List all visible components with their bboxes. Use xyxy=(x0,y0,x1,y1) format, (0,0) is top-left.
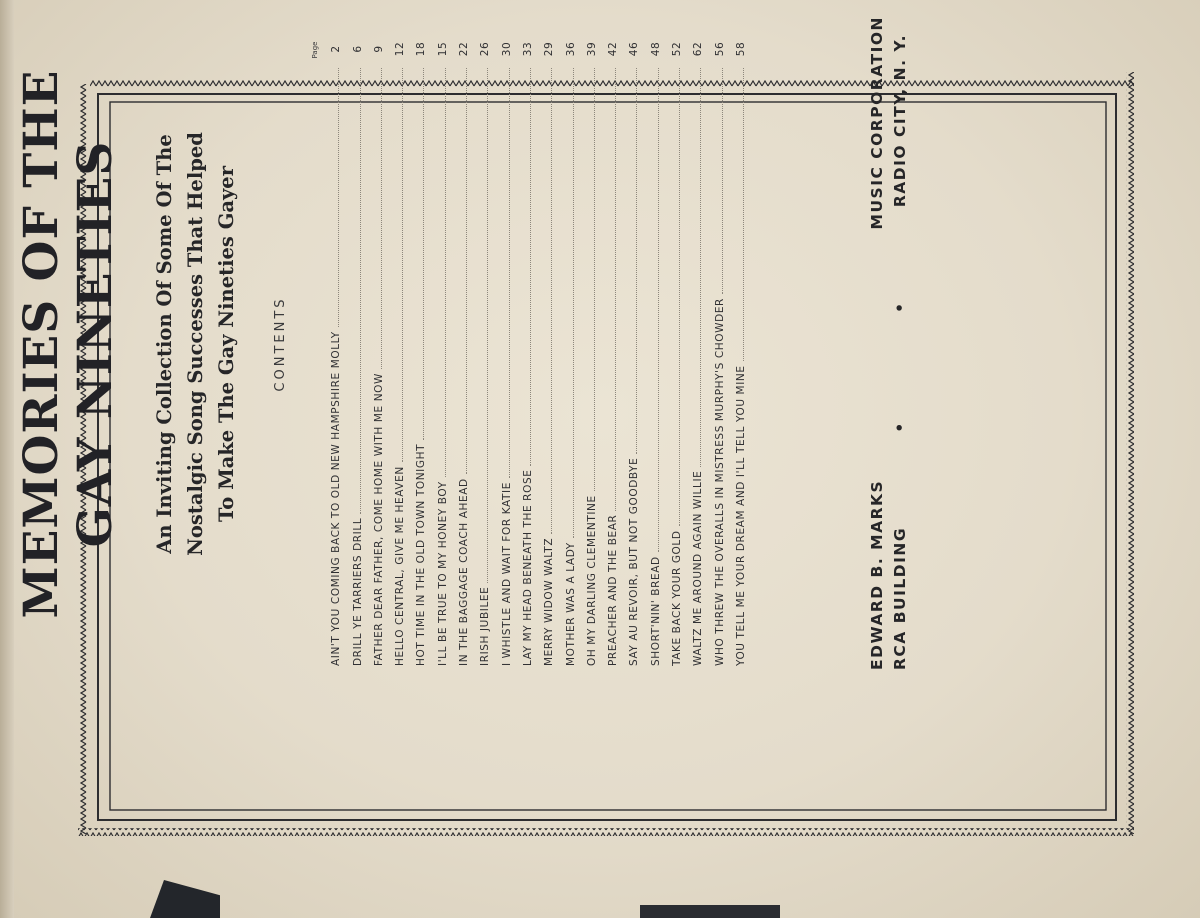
table-of-contents xyxy=(321,34,747,666)
toc-item-page: 29 xyxy=(543,41,556,57)
toc-item xyxy=(364,34,385,666)
toc-item-title: IN THE BAGGAGE COACH AHEAD xyxy=(458,478,471,666)
toc-item xyxy=(726,34,747,666)
publisher-block xyxy=(866,0,912,694)
toc-item-title: TAKE BACK YOUR GOLD xyxy=(671,530,684,666)
toc-item-page: 2 xyxy=(330,45,343,53)
toc-item-leader xyxy=(360,68,361,514)
publisher-row-2 xyxy=(889,0,912,694)
toc-item-title: WALTZ ME AROUND AGAIN WILLIE xyxy=(692,470,705,666)
toc-item-page: 52 xyxy=(671,41,684,57)
publisher-building: RCA BUILDING xyxy=(891,526,909,670)
toc-item xyxy=(640,34,661,666)
toc-item-leader xyxy=(381,68,382,369)
subtitle-line-1: An Inviting Collection Of Some Of The xyxy=(153,134,176,554)
toc-item-leader xyxy=(679,68,680,526)
toc-item-page: 18 xyxy=(415,41,428,57)
toc-item-title: OH MY DARLING CLEMENTINE xyxy=(585,495,598,666)
toc-item-title: WHO THREW THE OVERALLS IN MISTRESS MURPHY'S CHOWDER xyxy=(713,298,726,666)
toc-item-title: I WHISTLE AND WAIT FOR KATIE xyxy=(500,482,513,666)
toc-item xyxy=(598,34,619,666)
publisher-corporation: MUSIC CORPORATION xyxy=(868,16,886,230)
toc-item-leader xyxy=(700,68,701,467)
toc-item-page: 62 xyxy=(692,41,705,57)
toc-item-page: 58 xyxy=(734,41,747,57)
toc-item-page: 56 xyxy=(713,41,726,57)
toc-item-leader xyxy=(487,68,488,583)
toc-item-leader xyxy=(615,68,616,511)
toc-item xyxy=(449,34,470,666)
toc-item-leader xyxy=(402,68,403,462)
toc-item xyxy=(555,34,576,666)
toc-item-page: 26 xyxy=(479,41,492,57)
toc-item-title: HELLO CENTRAL, GIVE ME HEAVEN xyxy=(394,466,407,666)
toc-item xyxy=(683,34,704,666)
toc-item-title: MERRY WIDOW WALTZ xyxy=(543,537,556,666)
toc-item-page: 33 xyxy=(521,41,534,57)
toc-item-page: 12 xyxy=(394,41,407,57)
title-line-1: MEMORIES OF THE xyxy=(14,69,69,619)
toc-item-leader xyxy=(445,68,446,477)
toc-item xyxy=(321,34,342,666)
toc-item-leader xyxy=(423,68,424,440)
toc-item-leader xyxy=(658,68,659,552)
toc-item xyxy=(470,34,491,666)
publisher-city: RADIO CITY, N. Y. xyxy=(891,34,909,208)
toc-item-leader xyxy=(722,68,723,294)
toc-item-page: 15 xyxy=(436,41,449,57)
toc-item-page: 48 xyxy=(649,41,662,57)
toc-item-page: 30 xyxy=(500,41,513,57)
toc-item-leader xyxy=(338,68,339,327)
toc-item xyxy=(513,34,534,666)
toc-item-leader xyxy=(743,68,744,361)
toc-item-leader xyxy=(573,68,574,538)
toc-item-page: 6 xyxy=(351,45,364,53)
toc-item-leader xyxy=(509,68,510,478)
toc-item-title: LAY MY HEAD BENEATH THE ROSE xyxy=(521,469,534,666)
title-line-2: GAY NINETIES xyxy=(68,140,123,548)
toc-item-leader xyxy=(551,68,552,534)
publisher-separator-1: • xyxy=(891,421,909,433)
toc-item-page: 22 xyxy=(458,41,471,57)
toc-item-page: 9 xyxy=(372,45,385,53)
subtitle xyxy=(149,0,242,694)
toc-item-title: FATHER DEAR FATHER, COME HOME WITH ME NOW xyxy=(372,373,385,666)
page-column-heading: Page xyxy=(311,41,319,59)
toc-item-leader xyxy=(636,68,637,454)
toc-item-title: DRILL YE TARRIERS DRILL xyxy=(351,517,364,666)
toc-item-title: AIN'T YOU COMING BACK TO OLD NEW HAMPSHIRE MOLLY xyxy=(330,331,343,666)
toc-item-title: SHORT'NIN' BREAD xyxy=(649,556,662,666)
toc-item-page: 46 xyxy=(628,41,641,57)
publisher-name: EDWARD B. MARKS xyxy=(868,479,886,670)
publisher-separator-2: • xyxy=(891,301,909,313)
toc-item xyxy=(577,34,598,666)
toc-item-title: HOT TIME IN THE OLD TOWN TONIGHT xyxy=(415,443,428,666)
page-title xyxy=(15,0,123,694)
toc-item xyxy=(427,34,448,666)
toc-item xyxy=(619,34,640,666)
toc-item-title: YOU TELL ME YOUR DREAM AND I'LL TELL YOU MINE xyxy=(734,365,747,666)
contents-heading: CONTENTS xyxy=(273,296,288,392)
toc-item xyxy=(704,34,725,666)
subtitle-line-3: To Make The Gay Nineties Gayer xyxy=(215,166,238,522)
toc-item-title: SAY AU REVOIR, BUT NOT GOODBYE xyxy=(628,457,641,666)
toc-item-leader xyxy=(594,68,595,491)
toc-item-title: PREACHER AND THE BEAR xyxy=(607,514,620,666)
toc-item-title: I'LL BE TRUE TO MY HONEY BOY xyxy=(436,481,449,666)
toc-item xyxy=(406,34,427,666)
toc-item-title: IRISH JUBILEE xyxy=(479,586,492,666)
toc-item xyxy=(534,34,555,666)
toc-item-leader xyxy=(530,68,531,466)
subtitle-line-2: Nostalgic Song Successes That Helped xyxy=(184,132,207,556)
zigzag-bottom xyxy=(78,828,1134,836)
toc-item-page: 36 xyxy=(564,41,577,57)
toc-item-page: 39 xyxy=(585,41,598,57)
toc-item xyxy=(385,34,406,666)
toc-item xyxy=(662,34,683,666)
toc-item-title: MOTHER WAS A LADY xyxy=(564,542,577,666)
toc-item-page: 42 xyxy=(607,41,620,57)
toc-item xyxy=(342,34,363,666)
toc-item-leader xyxy=(466,68,467,474)
toc-item xyxy=(491,34,512,666)
zigzag-right xyxy=(1126,72,1134,834)
publisher-row-1 xyxy=(866,0,889,694)
